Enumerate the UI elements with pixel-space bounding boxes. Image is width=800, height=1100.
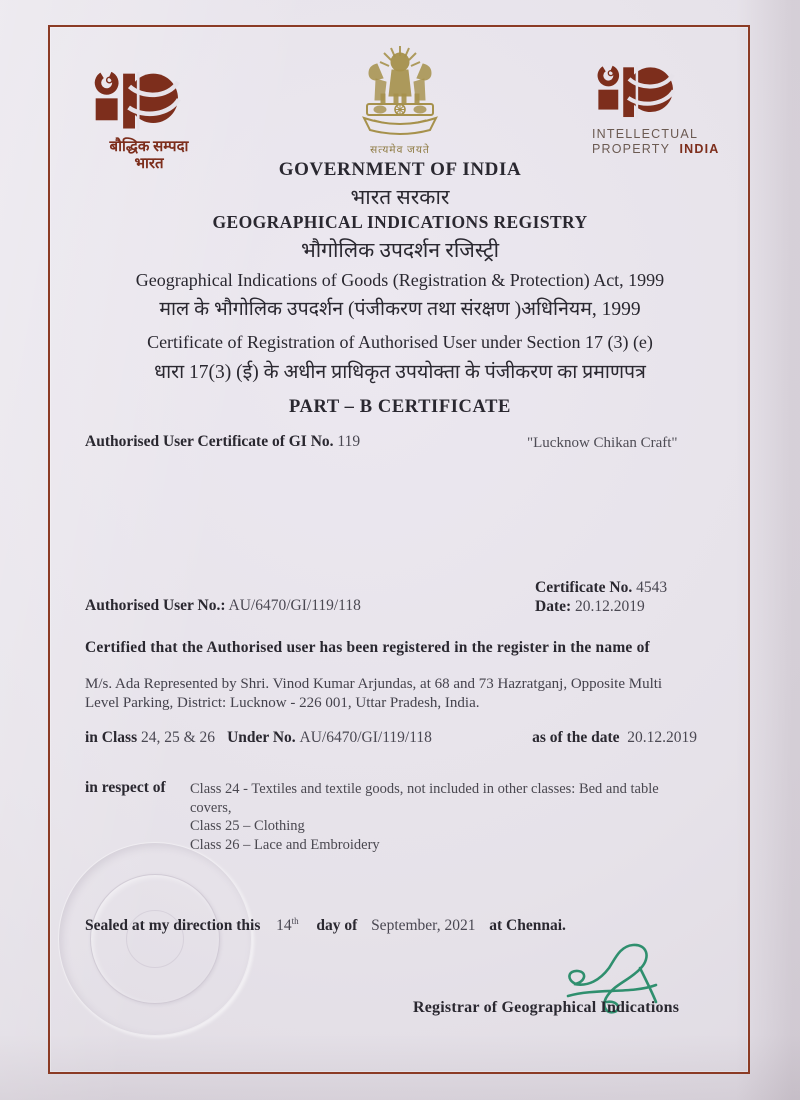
holder-address-line1: M/s. Ada Represented by Shri. Vinod Kumar Arjundas, at 68 and 73 Hazratganj, Opposite Multi [85, 676, 663, 692]
certificate-number-block [535, 578, 667, 616]
authorised-user-number-label: Authorised User No.: [85, 597, 226, 614]
ip-logo-caption-hi-line1: बौद्धिक सम्पदा [109, 139, 189, 155]
as-of-date-label: as of the date [532, 729, 620, 746]
class-value: 24, 25 & 26 [141, 729, 216, 746]
ip-india-logo-left [84, 70, 214, 173]
registrar-title: Registrar of Geographical Indications [413, 999, 680, 1016]
sealed-day [276, 917, 299, 934]
under-no-label: Under No. [227, 729, 296, 746]
under-no-value: AU/6470/GI/119/118 [299, 729, 432, 746]
class-24-line2: covers, [190, 799, 232, 816]
ip-india-logo-right [592, 64, 732, 157]
national-emblem [348, 42, 452, 157]
in-respect-of-label: in respect of [85, 779, 166, 796]
day-of-label: day of [316, 917, 358, 935]
ip-logo-caption-en-line2 [592, 142, 732, 157]
authorised-user-number-value: AU/6470/GI/119/118 [228, 597, 361, 614]
government-of-india-title-hindi: भारत सरकार [350, 185, 450, 209]
as-of-date-value: 20.12.2019 [627, 729, 697, 746]
india-emblem-icon [348, 42, 452, 138]
authorised-user-number-row [85, 597, 361, 615]
certificate-date-label: Date: [535, 598, 572, 615]
section-title: Certificate of Registration of Authorised User under Section 17 (3) (e) [147, 332, 653, 352]
class-25-line: Class 25 – Clothing [190, 818, 305, 834]
act-title: Geographical Indications of Goods (Registration & Protection) Act, 1999 [135, 270, 665, 290]
section-title-hindi: धारा 17(3) (ई) के अधीन प्राधिकृत उपयोक्ता के पंजीकरण का प्रमाणपत्र [154, 362, 646, 383]
class-24-line1: Class 24 - Textiles and textile goods, not included in other classes: Bed and table [190, 781, 659, 797]
gi-name: "Lucknow Chikan Craft" [527, 435, 678, 451]
certificate-date-value: 20.12.2019 [575, 598, 645, 615]
registry-title: GEOGRAPHICAL INDICATIONS REGISTRY [212, 212, 588, 232]
ip-india-logo-icon [88, 70, 182, 134]
class-label: in Class [85, 729, 138, 746]
ip-india-logo-icon [592, 64, 676, 122]
registry-title-hindi: भौगोलिक उपदर्शन रजिस्ट्री [300, 238, 500, 262]
gi-number-row [85, 433, 360, 451]
holder-address [85, 675, 710, 712]
class-26-line: Class 26 – Lace and Embroidery [190, 836, 380, 853]
ip-logo-caption-india: INDIA [679, 142, 720, 156]
certificate-number-label: Certificate No. [535, 579, 633, 596]
class-row [85, 729, 697, 747]
holder-address-line2: Level Parking, District: Lucknow - 226 001, Uttar Pradesh, India. [85, 694, 480, 711]
sealed-day-suffix: th [291, 916, 299, 926]
emblem-motto: सत्यमेव जयते [370, 145, 430, 156]
embossed-seal-icon [58, 842, 252, 1036]
sealed-label: Sealed at my direction this [85, 917, 261, 935]
certificate-number-row [535, 578, 667, 597]
as-of-date-group [532, 729, 697, 747]
act-title-hindi: माल के भौगोलिक उपदर्शन (पंजीकरण तथा संरक्षण )अधिनियम, 1999 [159, 299, 641, 320]
in-respect-of-classes [190, 780, 720, 854]
part-b-title: PART – B CERTIFICATE [289, 397, 511, 417]
certified-statement: Certified that the Authorised user has been registered in the register in the name of [85, 639, 650, 656]
ip-logo-caption-en-line1: INTELLECTUAL [592, 127, 699, 141]
certificate-number-value: 4543 [636, 579, 668, 596]
gi-number-label: Authorised User Certificate of GI No. [85, 433, 334, 450]
government-of-india-title: GOVERNMENT OF INDIA [278, 159, 522, 180]
certificate-date-row [535, 597, 667, 616]
at-place-label: at Chennai. [489, 917, 566, 935]
sealed-row [85, 916, 566, 935]
ip-logo-caption-hi-line2: भारत [134, 156, 164, 172]
sealed-day-number: 14 [276, 917, 292, 935]
gi-number-value: 119 [337, 433, 361, 450]
sealed-month: September, 2021 [371, 917, 476, 935]
ip-logo-caption-property: PROPERTY [592, 142, 671, 156]
